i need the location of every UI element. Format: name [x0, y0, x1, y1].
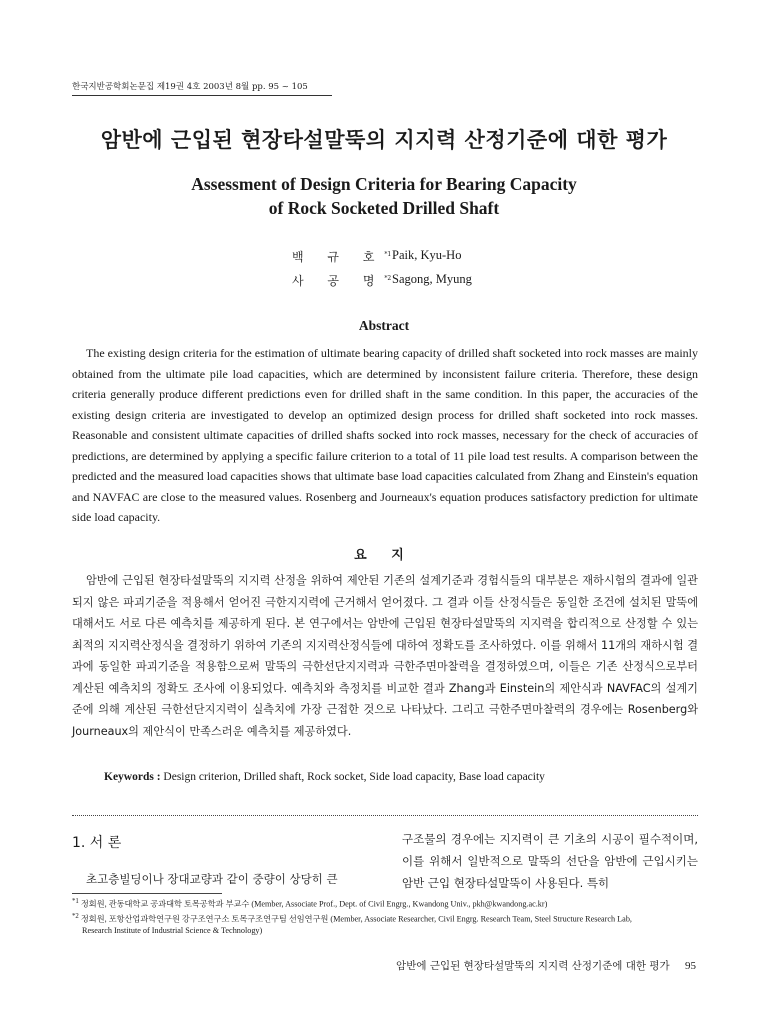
- keywords: [104, 771, 704, 783]
- summary-text-korean: 암반에 근입된 현장타설말뚝의 지지력 산정을 위하여 제안된 기존의 설계기준과 경험식들의 대부분은 재하시험의 결과에 일관되지 않은 파괴기준을 적용해서 얻어진 극한지지력에 근거해서 얻어졌다. 그 결과 이들 산정식들은 동일한 조건에 설치된 말뚝에 대해서도 서로 다른 예측치를 제공하게 된다. 본 연구에서는 암반에 근입된 현장타설말뚝의 지지력을 합리적으로 산정할 수 있는 최적의 지지력산정식을 결정하기 위하여 기존의 지지력산정식들에 대하여 정확도를 조사하였다. 이를 위해서 11개의 재하시험 결과에 동일한 파괴기준을 적용함으로써 말뚝의 극한선단지지력과 극한주면마찰력을 결정하였으며, 이들은 기존 산정식으로부터 계산된 예측치의 정확도 조사에 이용되었다. 예측치와 측정치를 비교한 결과 Zhang과 Einstein의 제안식과 NAVFAC의 설계기준에 의해 계산된 극한선단지지력이 실측치에 가장 근접한 것으로 나타났다. 그리고 극한주면마찰력의 경우에는 Rosenberg와 Journeaux의 제안식이 만족스러운 예측치를 제공하였다.: [72, 574, 698, 738]
- author-name-english: Paik, Kyu-Ho: [392, 248, 462, 262]
- footnote-text: 정회원, 관동대학교 공과대학 토목공학과 부교수 (Member, Associate Prof., Dept. of Civil Engrg., Kwandong Univ., pkh@kwandong.ac.kr): [80, 899, 548, 909]
- abstract-heading: Abstract: [358, 318, 410, 333]
- title-korean: 암반에 근입된 현장타설말뚝의 지지력 산정기준에 대한 평가: [100, 128, 668, 152]
- abstract-text: The existing design criteria for the estimation of ultimate bearing capacity of drilled shaft socketed into rock masses are mainly obtained from the ultimate pile load capacities, which are determined by inconsistent failure criteria. Therefore, these design criteria generally produce different predictions even for drilled shaft in the same condition. In this paper, the accuracies of the existing design criteria are investigated to develop an optimized design process for drilled shaft socketed into rock masses. Reasonable and consistent ultimate capacities of drilled shafts socked into rock masses, necessary for the check of accuracies of predictions, are determined by applying a specific failure criterion to a total of 11 pile load test results. A comparison between the predicted and the measured load capacities shows that ultimate base load capacities calculated from Zhang and Einstein's equation and NAVFAC are close to the measured values. Rosenberg and Journeaux's equation produces satisfactory prediction for ultimate side load capacity.: [72, 346, 698, 524]
- author-row: [292, 272, 472, 296]
- footnote-mark: *2: [72, 913, 79, 921]
- body-text-left-column: 초고층빌딩이나 장대교량과 같이 중량이 상당히 큰: [86, 872, 338, 886]
- title-english-line-2: of Rock Socketed Drilled Shaft: [268, 198, 500, 218]
- author-list: [292, 248, 472, 296]
- footnote-rule: [72, 893, 222, 894]
- footnote-text: 정회원, 포항산업과학연구원 강구조연구소 토목구조연구팀 선임연구원 (Member, Associate Researcher, Civil Engrg. Research Team, Steel Structure Research Lab,: [80, 914, 632, 924]
- author-row: [292, 248, 472, 272]
- summary-heading-korean: 요 지: [354, 548, 414, 563]
- section-heading-introduction: 1. 서 론: [72, 835, 122, 851]
- footnote: [72, 896, 702, 910]
- running-title: 암반에 근입된 현장타설말뚝의 지지력 산정기준에 대한 평가: [396, 960, 670, 972]
- journal-header: 한국지반공학회논문집 제19권 4호 2003년 8월 pp. 95 ~ 105: [72, 80, 332, 96]
- footnotes: [72, 896, 702, 938]
- footnote-text-continued: Research Institute of Industrial Science & Technology): [82, 926, 263, 936]
- footnote: [72, 911, 702, 937]
- title-english: [0, 172, 768, 220]
- author-name-korean: 백 규 호$^{*1}$: [292, 250, 392, 264]
- footnote-mark: *1: [72, 898, 79, 905]
- page-number: 95: [685, 960, 696, 972]
- author-name-english: Sagong, Myung: [392, 272, 472, 286]
- page-footer: [396, 958, 696, 973]
- keywords-text: Design criterion, Drilled shaft, Rock socket, Side load capacity, Base load capacity: [163, 771, 545, 783]
- author-mark: *2: [384, 275, 392, 282]
- section-divider: [72, 815, 698, 816]
- keywords-label: Keywords :: [104, 771, 161, 783]
- author-mark: *1: [384, 251, 392, 258]
- title-english-line-1: Assessment of Design Criteria for Bearing Capacity: [191, 174, 577, 194]
- author-name-korean: 사 공 명$^{*2}$: [292, 274, 392, 288]
- body-text-right-column: 구조물의 경우에는 지지력이 큰 기초의 시공이 필수적이며, 이를 위해서 일반적으로 말뚝의 선단을 암반에 근입시키는 암반 근입 현장타설말뚝이 사용된다. 특히: [402, 832, 698, 890]
